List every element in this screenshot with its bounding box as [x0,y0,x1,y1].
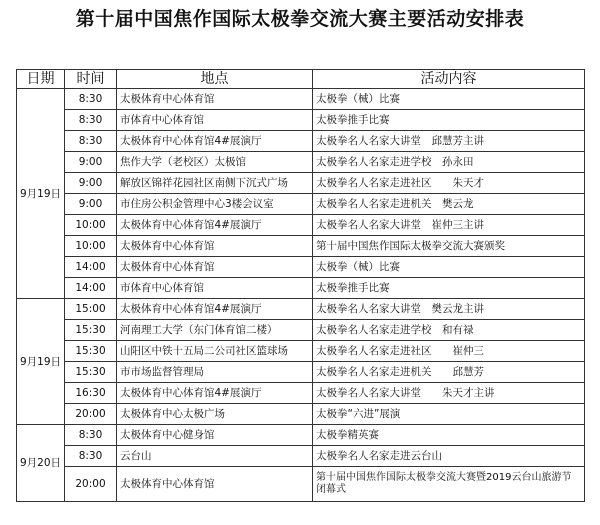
time-cell: 9:00 [65,152,117,173]
time-cell: 8:30 [65,131,117,152]
place-cell: 市体育中心体育馆 [117,278,313,299]
page-title: 第十届中国焦作国际太极拳交流大赛主要活动安排表 [75,8,525,30]
activity-cell: 太极拳（械）比赛 [313,89,585,110]
place-cell: 市体育中心体育馆 [117,110,313,131]
activity-cell: 太极拳精英赛 [313,425,585,446]
activity-cell: 太极拳名人名家走进社区 朱天才 [313,173,585,194]
activity-cell: 太极拳名人名家大讲堂 樊云龙主讲 [313,299,585,320]
place-cell: 山阳区中铁十五局二公司社区篮球场 [117,341,313,362]
table-row [17,446,585,467]
header-activity: 活动内容 [313,70,585,89]
table-row [17,236,585,257]
activity-cell: 太极拳名人名家走进学校 和有禄 [313,320,585,341]
time-cell: 15:30 [65,362,117,383]
place-cell: 太极体育中心体育馆 [117,467,313,502]
table-row [17,215,585,236]
place-cell: 太极体育中心体育馆 [117,257,313,278]
time-cell: 20:00 [65,467,117,502]
table-row [17,299,585,320]
activity-cell: 太极拳名人名家大讲堂 朱天才主讲 [313,383,585,404]
time-cell: 8:30 [65,89,117,110]
schedule-body [17,89,585,502]
date-cell: 9月20日 [17,425,65,502]
place-cell: 市住房公积金管理中心3楼会议室 [117,194,313,215]
time-cell: 15:00 [65,299,117,320]
place-cell: 太极体育中心太极广场 [117,404,313,425]
time-cell: 16:30 [65,383,117,404]
place-cell: 市市场监督管理局 [117,362,313,383]
activity-cell: 太极拳名人名家大讲堂 邱慧芳主讲 [313,131,585,152]
table-row [17,320,585,341]
activity-cell: 第十届中国焦作国际太极拳交流大赛颁奖 [313,236,585,257]
activity-cell: 太极拳推手比赛 [313,110,585,131]
activity-cell: 太极拳名人名家走进学校 孙永田 [313,152,585,173]
table-row [17,152,585,173]
schedule-table [16,69,585,502]
place-cell: 焦作大学（老校区）太极馆 [117,152,313,173]
time-cell: 20:00 [65,404,117,425]
time-cell: 10:00 [65,215,117,236]
time-cell: 8:30 [65,446,117,467]
date-cell: 9月19日 [17,299,65,425]
activity-cell: 太极拳“六进”展演 [313,404,585,425]
place-cell: 太极体育中心体育馆4#展演厅 [117,131,313,152]
time-cell: 15:30 [65,320,117,341]
header-row [17,70,585,89]
date-cell: 9月19日 [17,89,65,299]
time-cell: 15:30 [65,341,117,362]
table-row [17,467,585,502]
table-row [17,131,585,152]
header-date: 日期 [17,70,65,89]
time-cell: 9:00 [65,194,117,215]
time-cell: 8:30 [65,425,117,446]
place-cell: 太极体育中心体育馆 [117,89,313,110]
time-cell: 9:00 [65,173,117,194]
table-row [17,110,585,131]
time-cell: 8:30 [65,110,117,131]
place-cell: 河南理工大学（东门体育馆二楼） [117,320,313,341]
place-cell: 太极体育中心体育馆4#展演厅 [117,215,313,236]
activity-cell: 太极拳名人名家走进机关 樊云龙 [313,194,585,215]
table-row [17,383,585,404]
place-cell: 太极体育中心体育馆4#展演厅 [117,383,313,404]
time-cell: 10:00 [65,236,117,257]
activity-cell: 太极拳名人名家大讲堂 崔仲三主讲 [313,215,585,236]
activity-cell: 太极拳（械）比赛 [313,257,585,278]
table-row [17,257,585,278]
activity-cell: 太极拳名人名家走进云台山 [313,446,585,467]
place-cell: 太极体育中心体育馆 [117,236,313,257]
time-cell: 14:00 [65,278,117,299]
table-row [17,404,585,425]
table-row [17,173,585,194]
place-cell: 太极体育中心体育馆4#展演厅 [117,299,313,320]
table-row [17,341,585,362]
table-row [17,425,585,446]
activity-cell: 第十届中国焦作国际太极拳交流大赛暨2019云台山旅游节闭幕式 [313,467,585,502]
activity-cell: 太极拳名人名家走进社区 崔仲三 [313,341,585,362]
time-cell: 14:00 [65,257,117,278]
activity-cell: 太极拳名人名家走进机关 邱慧芳 [313,362,585,383]
header-time: 时间 [65,70,117,89]
table-row [17,194,585,215]
table-row [17,278,585,299]
table-row [17,362,585,383]
place-cell: 云台山 [117,446,313,467]
table-row [17,89,585,110]
place-cell: 解放区锦祥花园社区南侧下沉式广场 [117,173,313,194]
header-place: 地点 [117,70,313,89]
place-cell: 太极体育中心健身馆 [117,425,313,446]
activity-cell: 太极拳推手比赛 [313,278,585,299]
